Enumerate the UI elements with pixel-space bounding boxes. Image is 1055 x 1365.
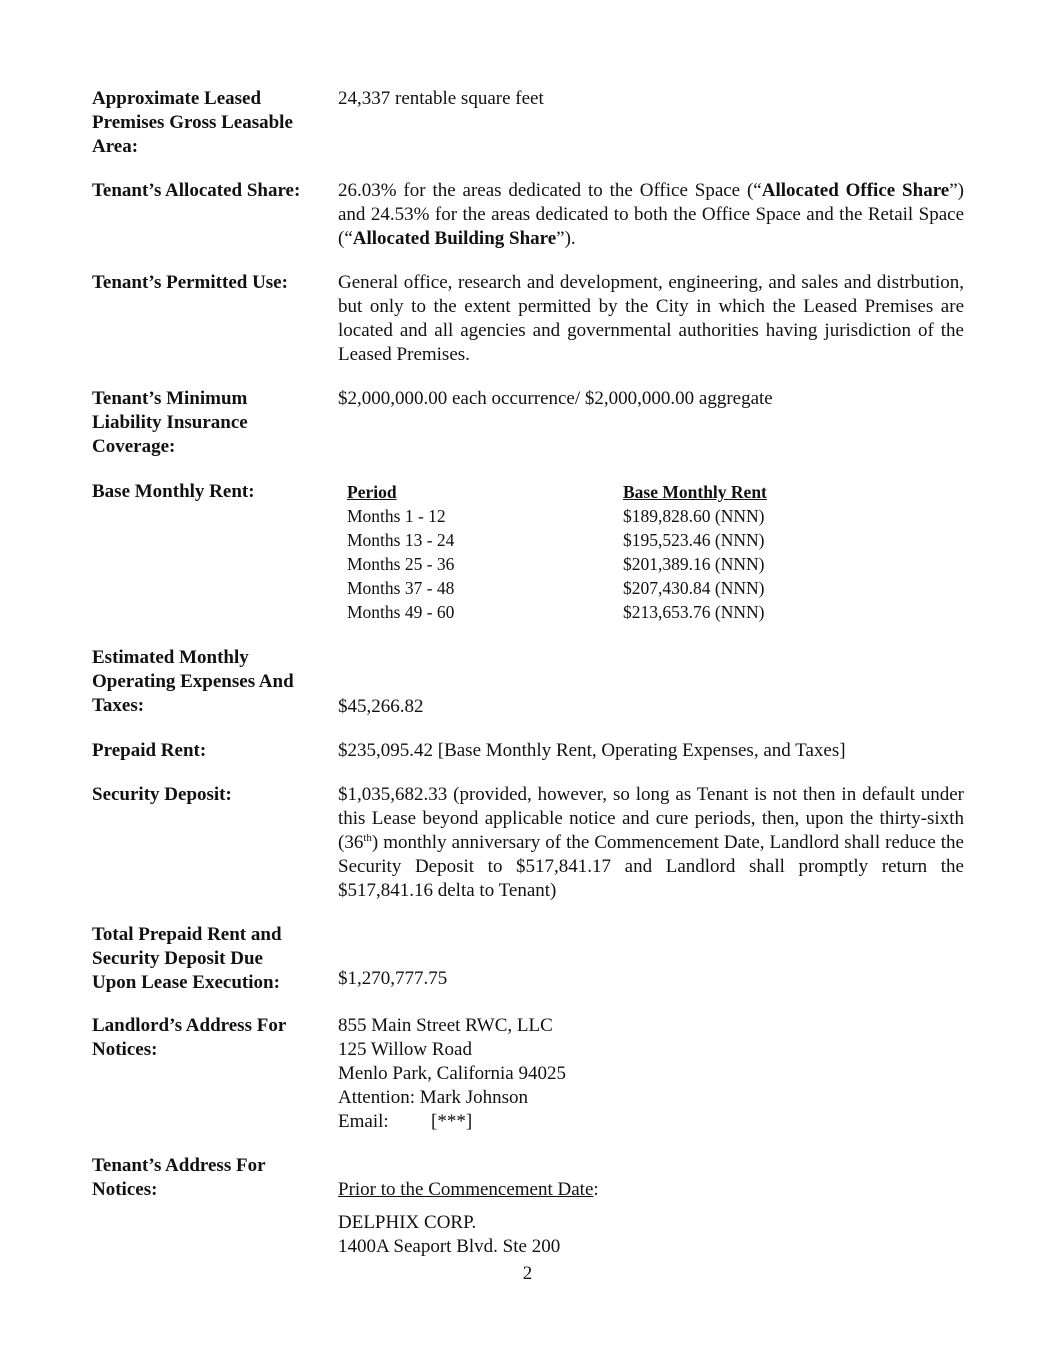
opex-label: Estimated Monthly Operating Expenses And Taxes: [92,647,294,716]
rent-cell: $189,828.60 (NNN) [623,506,765,526]
rent-cell: $201,389.16 (NNN) [623,554,765,574]
period-cell: Months 25 - 36 [347,554,455,574]
landlord-address-line: Menlo Park, California 94025 [338,1063,566,1084]
allocated-share-text-1: 26.03% for the areas dedicated to the Office Space (“ [338,180,762,201]
allocated-office-share-term: Allocated Office Share [761,180,950,201]
period-cell: Months 37 - 48 [347,578,455,598]
tenant-address-heading: Prior to the Commencement Date [338,1179,594,1200]
allocated-building-share-term: Allocated Building Share [352,228,557,249]
security-deposit-text-1: $1,035,682.33 (provided, however, so long as Tenant is not then in default under this Lease beyond applicable notice and cure periods, then, upon the thirty-sixth (36 [338,784,964,853]
permitted-use-value: General office, research and development, engineering, and sales and distrbution, but only to the extent permitted by the City in which the Leased Premises are located and all agencies and governmental authorities having jurisdiction of the Leased Premises. [338,272,964,365]
rent-cell: $195,523.46 (NNN) [623,530,765,550]
security-deposit-value [338,783,964,903]
page-number: 2 [522,1263,533,1284]
tenant-address-heading-line [338,1178,964,1202]
allocated-share-text-3: ”). [556,228,576,249]
landlord-email-line [338,1110,964,1134]
period-column-header: Period [347,482,397,502]
landlord-email-label: Email: [338,1111,389,1132]
rent-cell: $207,430.84 (NNN) [623,578,765,598]
total-due-value: $1,270,777.75 [338,968,448,989]
landlord-address-line: 125 Willow Road [338,1039,472,1060]
rent-cell: $213,653.76 (NNN) [623,602,765,622]
period-column [347,480,617,624]
landlord-address-label: Landlord’s Address For Notices: [92,1015,287,1060]
period-cell: Months 13 - 24 [347,530,455,550]
total-due-label: Total Prepaid Rent and Security Deposit Due Upon Lease Execution: [92,924,282,993]
period-cell: Months 1 - 12 [347,506,446,526]
gross-area-label: Approximate Leased Premises Gross Leasable Area: [92,88,293,157]
period-cell: Months 49 - 60 [347,602,455,622]
tenant-address-line: DELPHIX CORP. [338,1212,477,1233]
ordinal-superscript: th [363,832,372,844]
prepaid-rent-label: Prepaid Rent: [92,740,207,761]
prepaid-rent-value: $235,095.42 [Base Monthly Rent, Operating Expenses, and Taxes] [338,740,846,761]
landlord-address-line: Attention: Mark Johnson [338,1087,528,1108]
rent-column-header: Base Monthly Rent [623,482,767,502]
allocated-share-value [338,179,964,251]
allocated-share-label: Tenant’s Allocated Share: [92,180,301,201]
landlord-email-value: [***] [431,1111,473,1132]
rent-column [623,480,923,624]
tenant-address-label: Tenant’s Address For Notices: [92,1155,266,1200]
permitted-use-label: Tenant’s Permitted Use: [92,272,288,293]
insurance-label: Tenant’s Minimum Liability Insurance Coverage: [92,388,248,457]
opex-value: $45,266.82 [338,696,424,717]
allocated-share-text-2: ”) and 24.53% for the areas dedicated to both the Office Space and the Retail Space (“ [338,180,964,249]
gross-area-value: 24,337 rentable square feet [338,88,544,109]
security-deposit-label: Security Deposit: [92,784,232,805]
landlord-address-block [338,1014,964,1134]
tenant-address-block [338,1178,964,1259]
insurance-value: $2,000,000.00 each occurrence/ $2,000,000.00 aggregate [338,388,773,409]
tenant-address-heading-suffix: : [593,1179,599,1200]
base-rent-label: Base Monthly Rent: [92,481,255,502]
security-deposit-text-2: ) monthly anniversary of the Commencement Date, Landlord shall reduce the Security Deposit to $517,841.17 and Landlord shall promptly return the $517,841.16 delta to Tenant) [338,832,964,901]
landlord-address-line: 855 Main Street RWC, LLC [338,1015,553,1036]
tenant-address-line: 1400A Seaport Blvd. Ste 200 [338,1236,561,1257]
